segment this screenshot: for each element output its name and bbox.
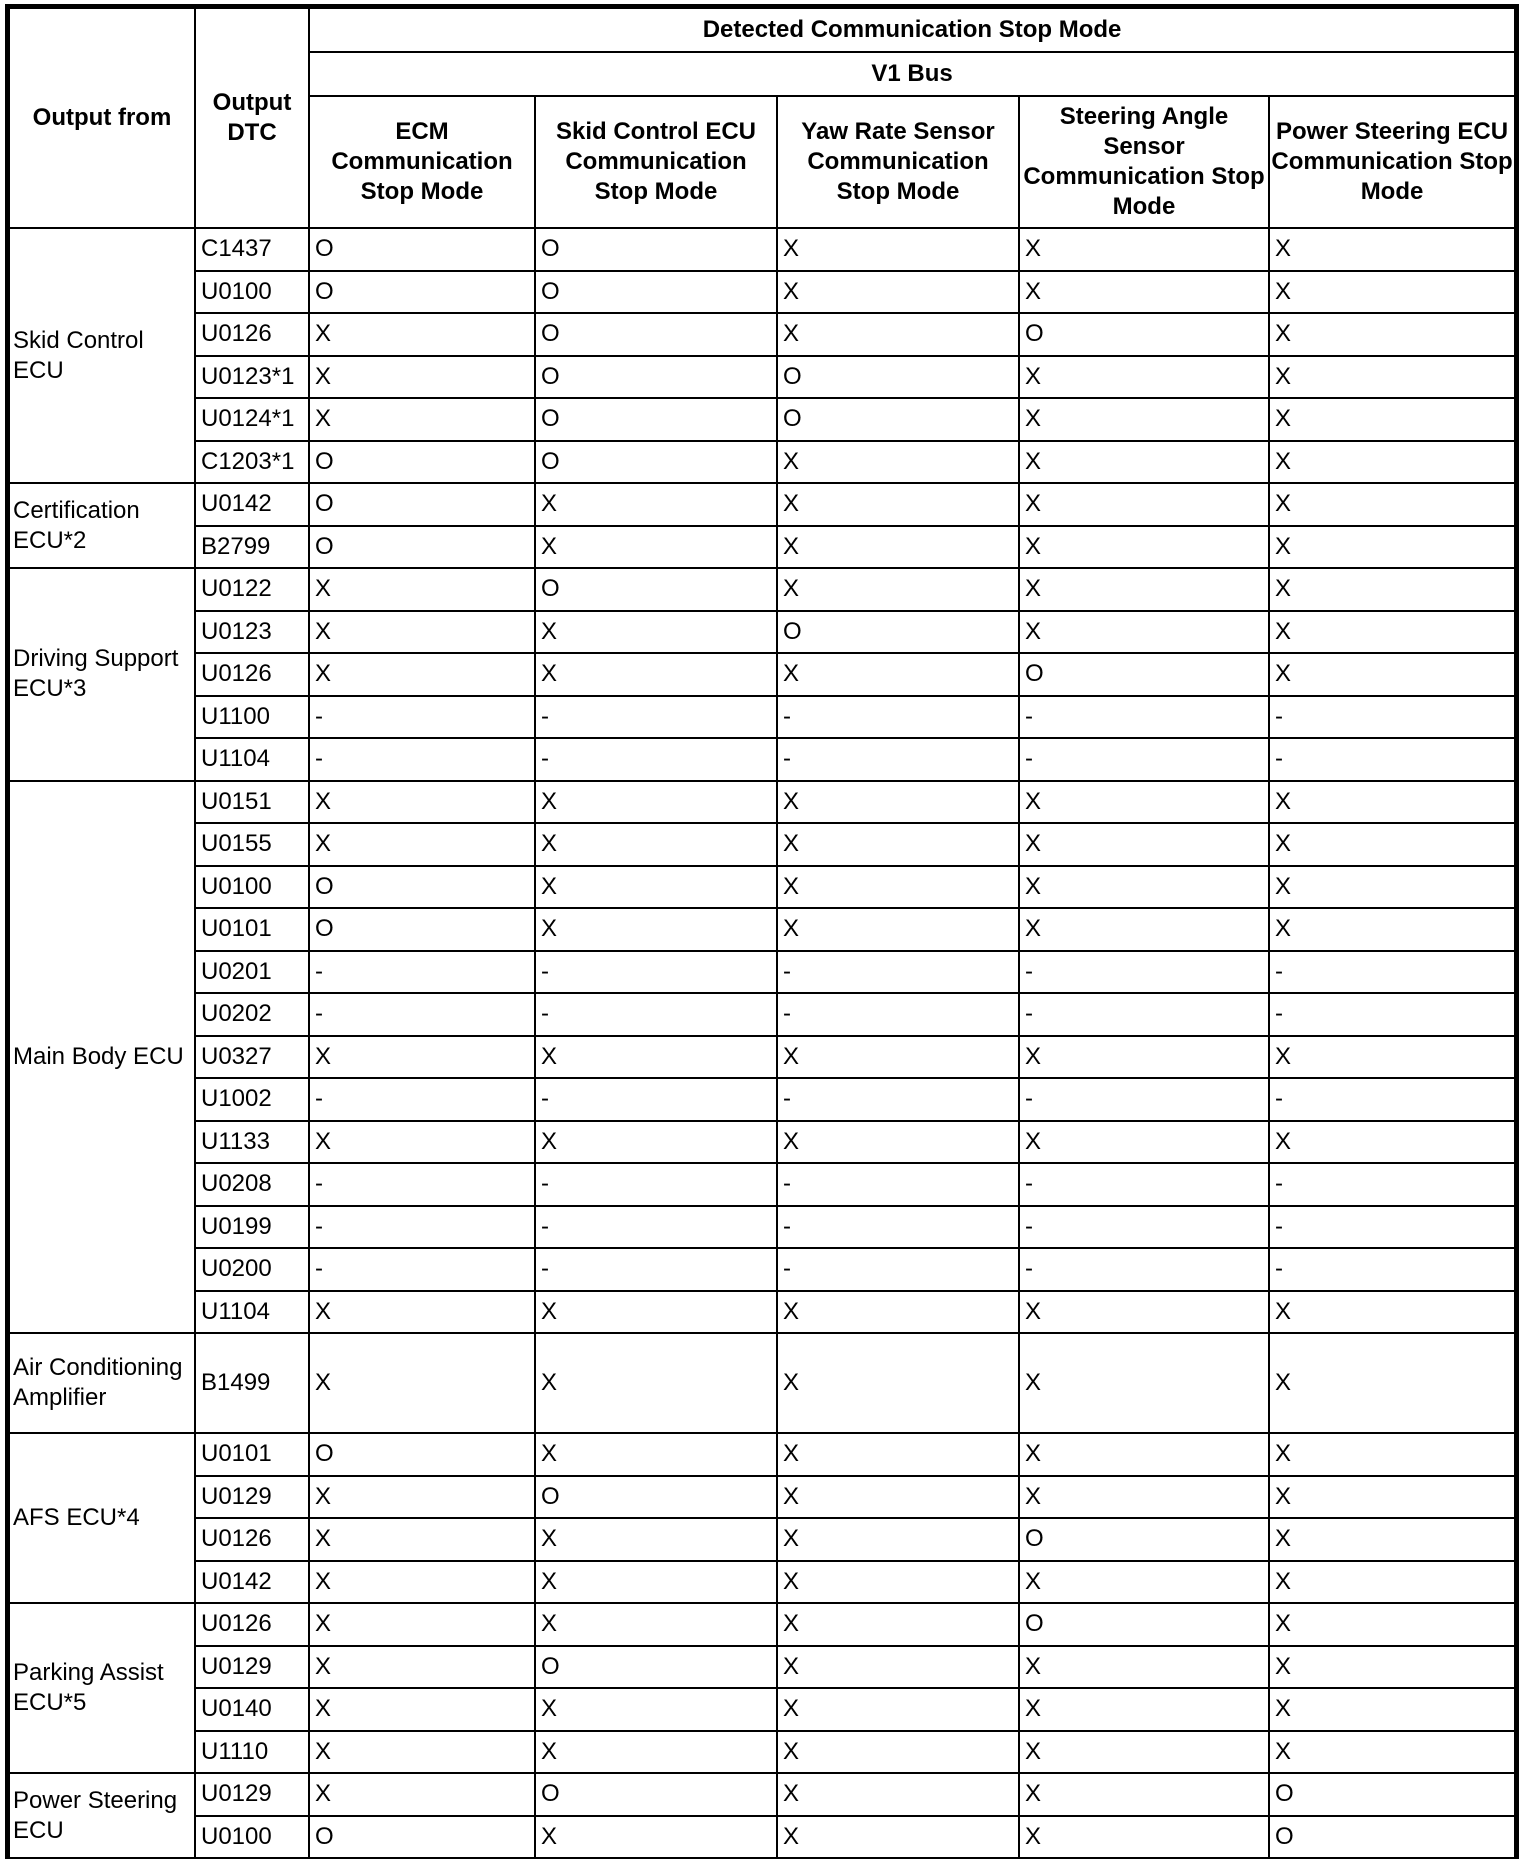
mode-status-cell: - <box>535 1248 777 1291</box>
table-row <box>9 1206 1515 1249</box>
mode-status-cell: X <box>1269 568 1515 611</box>
table-row <box>9 1561 1515 1604</box>
mode-status-cell: O <box>1019 1603 1269 1646</box>
dtc-code-cell: U1100 <box>195 696 309 739</box>
mode-status-cell: X <box>1269 483 1515 526</box>
mode-status-cell: - <box>1019 1248 1269 1291</box>
output-from-header: Output from <box>9 8 195 228</box>
mode-status-cell: - <box>1019 993 1269 1036</box>
mode-status-cell: X <box>1019 1816 1269 1859</box>
mode-status-cell: X <box>1269 823 1515 866</box>
mode-status-cell: - <box>777 951 1019 994</box>
dtc-code-cell: U0123*1 <box>195 356 309 399</box>
mode-status-cell: - <box>1269 993 1515 1036</box>
mode-status-cell: X <box>535 1816 777 1859</box>
mode-status-cell: X <box>777 823 1019 866</box>
mode-status-cell: X <box>1019 483 1269 526</box>
mode-status-cell: X <box>1269 398 1515 441</box>
mode-status-cell: O <box>535 441 777 484</box>
table-row <box>9 1121 1515 1164</box>
dtc-code-cell: U0101 <box>195 908 309 951</box>
mode-status-cell: X <box>1269 356 1515 399</box>
mode-status-cell: O <box>777 611 1019 654</box>
output-source-cell: Skid Control ECU <box>9 228 195 483</box>
mode-status-cell: X <box>1019 568 1269 611</box>
dtc-code-cell: U0140 <box>195 1688 309 1731</box>
table-row <box>9 356 1515 399</box>
mode-status-cell: - <box>1269 1248 1515 1291</box>
mode-status-cell: X <box>309 653 535 696</box>
mode-status-cell: X <box>1019 823 1269 866</box>
mode-status-cell: X <box>309 1731 535 1774</box>
mode-status-cell: O <box>309 526 535 569</box>
mode-status-cell: - <box>1269 1206 1515 1249</box>
table-row <box>9 526 1515 569</box>
mode-status-cell: X <box>1019 271 1269 314</box>
dtc-code-cell: U0199 <box>195 1206 309 1249</box>
dtc-code-cell: U0126 <box>195 653 309 696</box>
mode-status-cell: X <box>1019 781 1269 824</box>
mode-status-cell: X <box>777 1816 1019 1859</box>
mode-status-cell: - <box>777 993 1019 1036</box>
mode-status-cell: - <box>777 1078 1019 1121</box>
mode-status-cell: X <box>535 823 777 866</box>
mode-status-cell: X <box>777 781 1019 824</box>
table-row <box>9 398 1515 441</box>
mode-status-cell: X <box>1269 228 1515 271</box>
table-header <box>9 8 1515 228</box>
output-source-cell: Air Conditioning Amplifier <box>9 1333 195 1433</box>
mode-status-cell: O <box>1019 1518 1269 1561</box>
mode-status-cell: X <box>1269 1731 1515 1774</box>
mode-status-cell: X <box>309 1476 535 1519</box>
mode-status-cell: - <box>535 696 777 739</box>
mode-status-cell: X <box>309 356 535 399</box>
mode-status-cell: O <box>535 228 777 271</box>
mode-status-cell: X <box>1019 908 1269 951</box>
mode-status-cell: X <box>1019 611 1269 654</box>
mode-status-cell: X <box>1269 1518 1515 1561</box>
mode-status-cell: - <box>309 696 535 739</box>
mode-status-cell: - <box>309 1206 535 1249</box>
mode-status-cell: X <box>1019 398 1269 441</box>
mode-status-cell: X <box>1019 1036 1269 1079</box>
mode-status-cell: - <box>1019 696 1269 739</box>
mode-status-cell: X <box>309 568 535 611</box>
table-row <box>9 568 1515 611</box>
mode-header-steering-angle: Steering Angle Sensor Communication Stop Mode <box>1019 96 1269 228</box>
mode-status-cell: X <box>777 653 1019 696</box>
dtc-code-cell: U0155 <box>195 823 309 866</box>
mode-status-cell: X <box>535 1036 777 1079</box>
mode-status-cell: X <box>1269 1561 1515 1604</box>
mode-status-cell: X <box>535 611 777 654</box>
mode-status-cell: X <box>1019 356 1269 399</box>
mode-status-cell: X <box>1269 1121 1515 1164</box>
mode-status-cell: X <box>535 1603 777 1646</box>
dtc-code-cell: U1104 <box>195 1291 309 1334</box>
mode-status-cell: X <box>309 398 535 441</box>
mode-status-cell: X <box>777 526 1019 569</box>
dtc-code-cell: U0101 <box>195 1433 309 1476</box>
mode-status-cell: X <box>777 441 1019 484</box>
dtc-communication-table <box>8 7 1516 1859</box>
mode-status-cell: X <box>309 1646 535 1689</box>
dtc-code-cell: U0327 <box>195 1036 309 1079</box>
dtc-code-cell: U1104 <box>195 738 309 781</box>
mode-status-cell: X <box>535 653 777 696</box>
mode-status-cell: O <box>1269 1816 1515 1859</box>
mode-status-cell: X <box>777 228 1019 271</box>
mode-status-cell: X <box>777 1291 1019 1334</box>
mode-status-cell: O <box>535 1646 777 1689</box>
mode-status-cell: - <box>309 1248 535 1291</box>
mode-status-cell: - <box>309 951 535 994</box>
table-row <box>9 1433 1515 1476</box>
mode-status-cell: O <box>309 1816 535 1859</box>
dtc-code-cell: U0126 <box>195 1603 309 1646</box>
mode-status-cell: - <box>309 738 535 781</box>
table-row <box>9 1036 1515 1079</box>
mode-status-cell: - <box>1019 951 1269 994</box>
mode-status-cell: X <box>777 1433 1019 1476</box>
mode-status-cell: X <box>1269 866 1515 909</box>
mode-status-cell: X <box>535 483 777 526</box>
table-row <box>9 1476 1515 1519</box>
table-row <box>9 441 1515 484</box>
mode-status-cell: - <box>1269 1163 1515 1206</box>
output-source-cell: Power Steering ECU <box>9 1773 195 1858</box>
mode-status-cell: X <box>1019 526 1269 569</box>
mode-status-cell: - <box>1269 738 1515 781</box>
mode-status-cell: - <box>309 993 535 1036</box>
mode-status-cell: O <box>309 228 535 271</box>
table-row <box>9 1816 1515 1859</box>
mode-status-cell: X <box>309 1773 535 1816</box>
table-row <box>9 1603 1515 1646</box>
dtc-code-cell: U0142 <box>195 1561 309 1604</box>
mode-status-cell: - <box>1269 951 1515 994</box>
mode-status-cell: X <box>777 271 1019 314</box>
dtc-code-cell: U0100 <box>195 271 309 314</box>
mode-status-cell: X <box>1269 1603 1515 1646</box>
mode-status-cell: X <box>777 1121 1019 1164</box>
mode-status-cell: X <box>535 1561 777 1604</box>
mode-status-cell: X <box>309 1518 535 1561</box>
mode-status-cell: X <box>1269 1646 1515 1689</box>
output-source-cell: Certification ECU*2 <box>9 483 195 568</box>
dtc-code-cell: U0129 <box>195 1773 309 1816</box>
mode-status-cell: X <box>309 1333 535 1433</box>
table-row <box>9 611 1515 654</box>
dtc-code-cell: U0201 <box>195 951 309 994</box>
mode-status-cell: - <box>1019 738 1269 781</box>
mode-status-cell: - <box>535 1163 777 1206</box>
mode-status-cell: X <box>1019 1121 1269 1164</box>
mode-status-cell: - <box>777 738 1019 781</box>
mode-header-power-steering: Power Steering ECU Communication Stop Mode <box>1269 96 1515 228</box>
dtc-code-cell: C1203*1 <box>195 441 309 484</box>
mode-header-ecm: ECM Communication Stop Mode <box>309 96 535 228</box>
mode-status-cell: X <box>309 313 535 356</box>
mode-status-cell: X <box>535 1121 777 1164</box>
mode-status-cell: O <box>535 271 777 314</box>
dtc-code-cell: U0100 <box>195 1816 309 1859</box>
mode-status-cell: O <box>777 356 1019 399</box>
mode-status-cell: X <box>1269 271 1515 314</box>
mode-status-cell: X <box>777 1773 1019 1816</box>
output-dtc-header: Output DTC <box>195 8 309 228</box>
mode-status-cell: X <box>777 1333 1019 1433</box>
table-row <box>9 781 1515 824</box>
mode-status-cell: - <box>1019 1206 1269 1249</box>
table-row <box>9 1078 1515 1121</box>
mode-status-cell: O <box>535 1773 777 1816</box>
mode-status-cell: X <box>777 1731 1019 1774</box>
mode-status-cell: X <box>1269 1291 1515 1334</box>
table-row <box>9 653 1515 696</box>
bus-header: V1 Bus <box>309 52 1515 96</box>
mode-status-cell: X <box>1269 908 1515 951</box>
mode-status-cell: X <box>777 1603 1019 1646</box>
mode-status-cell: X <box>777 1036 1019 1079</box>
mode-status-cell: X <box>309 1291 535 1334</box>
dtc-code-cell: U0129 <box>195 1476 309 1519</box>
mode-status-cell: X <box>1269 1433 1515 1476</box>
mode-status-cell: X <box>535 526 777 569</box>
mode-status-cell: X <box>1019 1291 1269 1334</box>
mode-status-cell: X <box>309 1603 535 1646</box>
table-row <box>9 313 1515 356</box>
mode-status-cell: X <box>1269 526 1515 569</box>
mode-status-cell: X <box>1269 1333 1515 1433</box>
output-source-cell: Main Body ECU <box>9 781 195 1334</box>
table-row <box>9 1333 1515 1433</box>
mode-status-cell: X <box>1269 653 1515 696</box>
mode-status-cell: O <box>309 1433 535 1476</box>
dtc-code-cell: B2799 <box>195 526 309 569</box>
mode-status-cell: X <box>1019 866 1269 909</box>
mode-status-cell: X <box>1019 1433 1269 1476</box>
mode-status-cell: X <box>1019 228 1269 271</box>
mode-status-cell: X <box>777 1561 1019 1604</box>
mode-status-cell: X <box>1269 611 1515 654</box>
table-row <box>9 696 1515 739</box>
mode-status-cell: O <box>535 313 777 356</box>
output-source-cell: AFS ECU*4 <box>9 1433 195 1603</box>
mode-status-cell: - <box>1269 696 1515 739</box>
mode-status-cell: - <box>1269 1078 1515 1121</box>
dtc-code-cell: U0126 <box>195 313 309 356</box>
mode-status-cell: X <box>777 866 1019 909</box>
mode-header-skid-control: Skid Control ECU Communication Stop Mode <box>535 96 777 228</box>
mode-status-cell: X <box>535 1731 777 1774</box>
mode-status-cell: X <box>1019 1333 1269 1433</box>
mode-status-cell: X <box>777 313 1019 356</box>
table-row <box>9 738 1515 781</box>
mode-status-cell: X <box>309 781 535 824</box>
mode-status-cell: O <box>1269 1773 1515 1816</box>
mode-status-cell: O <box>309 866 535 909</box>
mode-status-cell: X <box>777 1476 1019 1519</box>
mode-status-cell: O <box>777 398 1019 441</box>
table-body <box>9 228 1515 1858</box>
mode-status-cell: X <box>535 781 777 824</box>
table-row <box>9 1646 1515 1689</box>
mode-status-cell: O <box>309 441 535 484</box>
table-row <box>9 1773 1515 1816</box>
mode-status-cell: X <box>777 908 1019 951</box>
mode-status-cell: O <box>309 483 535 526</box>
dtc-code-cell: U1110 <box>195 1731 309 1774</box>
mode-status-cell: X <box>777 1688 1019 1731</box>
table-row <box>9 1163 1515 1206</box>
mode-status-cell: - <box>309 1163 535 1206</box>
mode-status-cell: O <box>535 356 777 399</box>
dtc-code-cell: U0126 <box>195 1518 309 1561</box>
dtc-code-cell: U1002 <box>195 1078 309 1121</box>
mode-status-cell: - <box>535 1078 777 1121</box>
mode-status-cell: X <box>309 1688 535 1731</box>
dtc-code-cell: U0129 <box>195 1646 309 1689</box>
mode-header-yaw-rate: Yaw Rate Sensor Communication Stop Mode <box>777 96 1019 228</box>
mode-status-cell: - <box>1019 1078 1269 1121</box>
table-row <box>9 908 1515 951</box>
mode-status-cell: X <box>1269 781 1515 824</box>
mode-status-cell: X <box>1019 1773 1269 1816</box>
table-row <box>9 1688 1515 1731</box>
table-row <box>9 823 1515 866</box>
table-row <box>9 271 1515 314</box>
mode-status-cell: X <box>535 866 777 909</box>
mode-status-cell: X <box>777 1518 1019 1561</box>
mode-status-cell: O <box>535 1476 777 1519</box>
mode-status-cell: - <box>777 1206 1019 1249</box>
table-row <box>9 483 1515 526</box>
dtc-code-cell: U0208 <box>195 1163 309 1206</box>
dtc-code-cell: B1499 <box>195 1333 309 1433</box>
mode-status-cell: O <box>1019 313 1269 356</box>
table-row <box>9 951 1515 994</box>
mode-status-cell: X <box>777 1646 1019 1689</box>
mode-status-cell: X <box>535 1518 777 1561</box>
mode-status-cell: X <box>309 611 535 654</box>
mode-status-cell: O <box>309 271 535 314</box>
mode-status-cell: X <box>309 1036 535 1079</box>
mode-status-cell: - <box>777 1163 1019 1206</box>
mode-status-cell: - <box>535 951 777 994</box>
mode-status-cell: - <box>535 1206 777 1249</box>
mode-status-cell: X <box>309 823 535 866</box>
dtc-code-cell: U0202 <box>195 993 309 1036</box>
mode-status-cell: X <box>535 908 777 951</box>
table-row <box>9 1248 1515 1291</box>
mode-status-cell: - <box>777 1248 1019 1291</box>
mode-status-cell: - <box>309 1078 535 1121</box>
mode-status-cell: - <box>777 696 1019 739</box>
mode-status-cell: X <box>777 568 1019 611</box>
mode-status-cell: - <box>535 738 777 781</box>
mode-status-cell: X <box>309 1561 535 1604</box>
dtc-code-cell: U0200 <box>195 1248 309 1291</box>
mode-status-cell: X <box>1019 1561 1269 1604</box>
mode-status-cell: O <box>1019 653 1269 696</box>
table-row <box>9 1518 1515 1561</box>
output-source-cell: Parking Assist ECU*5 <box>9 1603 195 1773</box>
mode-status-cell: X <box>1019 1731 1269 1774</box>
mode-status-cell: O <box>309 908 535 951</box>
table-row <box>9 1731 1515 1774</box>
detected-mode-header: Detected Communication Stop Mode <box>309 8 1515 52</box>
dtc-code-cell: U0100 <box>195 866 309 909</box>
mode-status-cell: X <box>1269 441 1515 484</box>
mode-status-cell: X <box>1019 1476 1269 1519</box>
dtc-code-cell: U0122 <box>195 568 309 611</box>
mode-status-cell: X <box>309 1121 535 1164</box>
dtc-code-cell: U0151 <box>195 781 309 824</box>
mode-status-cell: X <box>535 1433 777 1476</box>
mode-status-cell: - <box>535 993 777 1036</box>
table-row <box>9 993 1515 1036</box>
mode-status-cell: X <box>535 1291 777 1334</box>
mode-status-cell: X <box>1269 1688 1515 1731</box>
mode-status-cell: X <box>1019 441 1269 484</box>
mode-status-cell: O <box>535 568 777 611</box>
table-row <box>9 1291 1515 1334</box>
mode-status-cell: X <box>1269 1036 1515 1079</box>
mode-status-cell: X <box>1019 1688 1269 1731</box>
dtc-code-cell: U0123 <box>195 611 309 654</box>
mode-status-cell: X <box>777 483 1019 526</box>
table-row <box>9 228 1515 271</box>
dtc-code-cell: U0124*1 <box>195 398 309 441</box>
mode-status-cell: - <box>1019 1163 1269 1206</box>
dtc-code-cell: C1437 <box>195 228 309 271</box>
mode-status-cell: X <box>535 1688 777 1731</box>
mode-status-cell: X <box>1269 313 1515 356</box>
dtc-code-cell: U0142 <box>195 483 309 526</box>
dtc-code-cell: U1133 <box>195 1121 309 1164</box>
mode-status-cell: X <box>1019 1646 1269 1689</box>
mode-status-cell: X <box>535 1333 777 1433</box>
mode-status-cell: O <box>535 398 777 441</box>
output-source-cell: Driving Support ECU*3 <box>9 568 195 781</box>
table-row <box>9 866 1515 909</box>
mode-status-cell: X <box>1269 1476 1515 1519</box>
